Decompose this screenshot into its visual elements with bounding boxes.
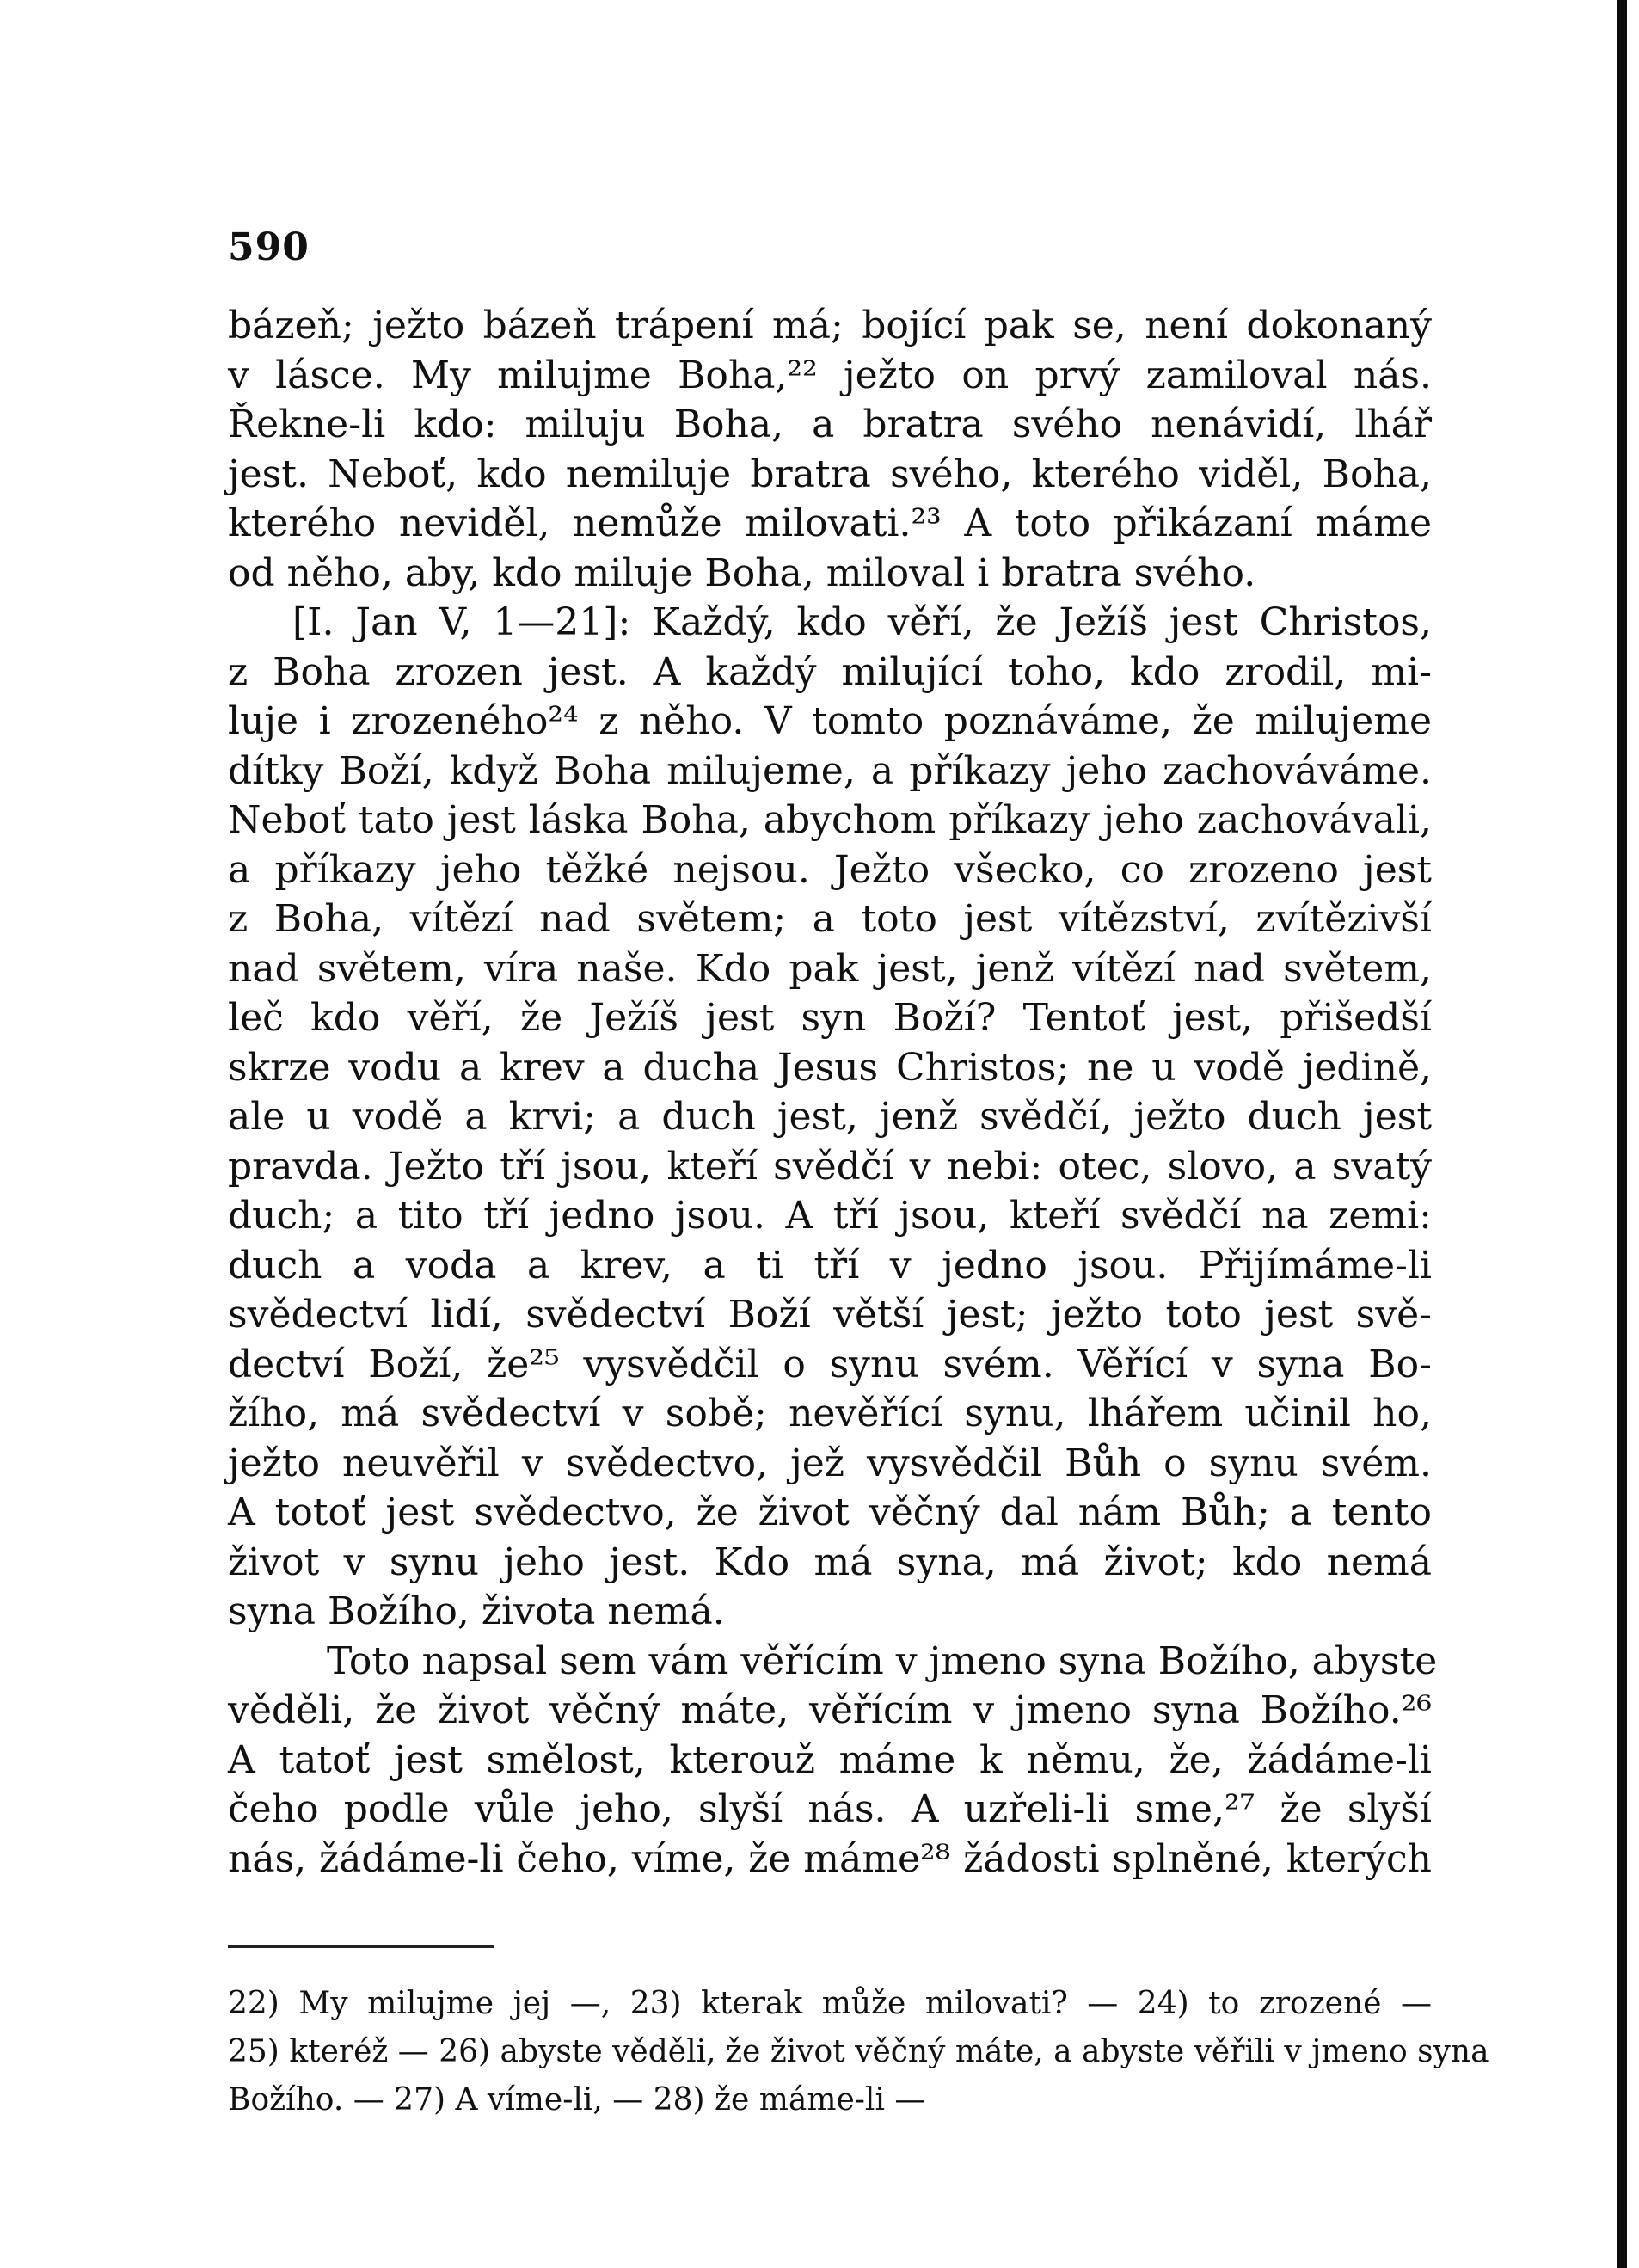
footnote-line: 25) kteréž — 26) abyste věděli, že život věčný máte, a abyste věřili v jmeno syna (228, 2034, 1489, 2069)
footnotes (228, 1980, 1489, 2124)
text-line: Řekne-li kdo: miluju Boha, a bratra svého nenávidí, lhář (228, 403, 1432, 446)
text-line: [I. Jan V, 1—21]: Každý, kdo věří, že Ježíš jest Christos, (292, 600, 1432, 644)
text-line: A totoť jest svědectvo, že život věčný dal nám Bůh; a tento (228, 1490, 1432, 1534)
text-line: ale u vodě a krvi; a duch jest, jenž svědčí, ježto duch jest (228, 1095, 1432, 1139)
footnote-line: 22) My milujme jej —, 23) kterak může milovati? — 24) to zrozené — (228, 1986, 1432, 2021)
text-line: duch a voda a krev, a ti tří v jedno jsou. Přijímáme-li (228, 1243, 1432, 1288)
body-text (228, 301, 1438, 1884)
text-line: z Boha zrozen jest. A každý milující toho, kdo zrodil, mi- (228, 649, 1432, 694)
text-line: nad světem, víra naše. Kdo pak jest, jenž vítězí nad světem, (228, 946, 1432, 991)
text-line: čeho podle vůle jeho, slyší nás. A uzřeli-li sme,²⁷ že slyší (228, 1787, 1432, 1831)
text-line: duch; a tito tří jedno jsou. A tří jsou, kteří svědčí na zemi: (228, 1194, 1432, 1238)
text-line: leč kdo věří, že Ježíš jest syn Boží? Tentoť jest, přišedší (228, 996, 1432, 1040)
text-line: ježto neuvěřil v svědectvo, jež vysvědčil Bůh o synu svém. (228, 1441, 1432, 1485)
text-line: syna Božího, života nemá. (228, 1589, 725, 1633)
text-line: jest. Neboť, kdo nemiluje bratra svého, kterého viděl, Boha, (228, 452, 1432, 496)
text-line: svědectví lidí, svědectví Boží větší jest; ježto toto jest svě- (228, 1293, 1432, 1337)
text-line: a příkazy jeho těžké nejsou. Ježto všecko, co zrozeno jest (228, 847, 1432, 892)
text-line: bázeň; ježto bázeň trápení má; bojící pak se, není dokonaný (228, 304, 1432, 347)
page-number: 590 (228, 225, 310, 269)
text-line: pravda. Ježto tří jsou, kteří svědčí v nebi: otec, slovo, a svatý (228, 1144, 1432, 1189)
text-line: z Boha, vítězí nad světem; a toto jest vítězství, zvítězivší (228, 897, 1432, 941)
text-line: žího, má svědectví v sobě; nevěřící synu, lhářem učinil ho, (228, 1392, 1432, 1435)
text-line: život v synu jeho jest. Kdo má syna, má život; kdo nemá (228, 1540, 1432, 1584)
text-line: Neboť tato jest láska Boha, abychom příkazy jeho zachovávali, (228, 798, 1432, 842)
text-line: dítky Boží, když Boha milujeme, a příkazy jeho zachováváme. (228, 748, 1432, 793)
text-line: od něho, aby, kdo miluje Boha, miloval i bratra svého. (228, 550, 1256, 595)
footnote-divider (228, 1945, 494, 1948)
text-line: skrze vodu a krev a ducha Jesus Christos; ne u vodě jedině, (228, 1045, 1432, 1090)
text-line: v lásce. My milujme Boha,²² ježto on prvý zamiloval nás. (228, 353, 1432, 397)
text-line: Toto napsal sem vám věřícím v jmeno syna Božího, abyste (327, 1638, 1438, 1683)
text-line: věděli, že život věčný máte, věřícím v jmeno syna Božího.²⁶ (228, 1688, 1432, 1732)
text-line: luje i zrozeného²⁴ z něho. V tomto poznáváme, že milujeme (228, 699, 1432, 743)
text-line: A tatoť jest smělost, kterouž máme k němu, že, žádáme-li (228, 1737, 1432, 1782)
footnote-line: Božího. — 27) A víme-li, — 28) že máme-li — (228, 2082, 926, 2117)
page-edge (1617, 0, 1627, 2268)
text-line: kterého neviděl, nemůže milovati.²³ A toto přikázaní máme (228, 501, 1432, 545)
text-line: nás, žádáme-li čeho, víme, že máme²⁸ žádosti splněné, kterých (228, 1836, 1432, 1881)
text-line: dectví Boží, že²⁵ vysvědčil o synu svém. Věřící v syna Bo- (228, 1342, 1432, 1386)
